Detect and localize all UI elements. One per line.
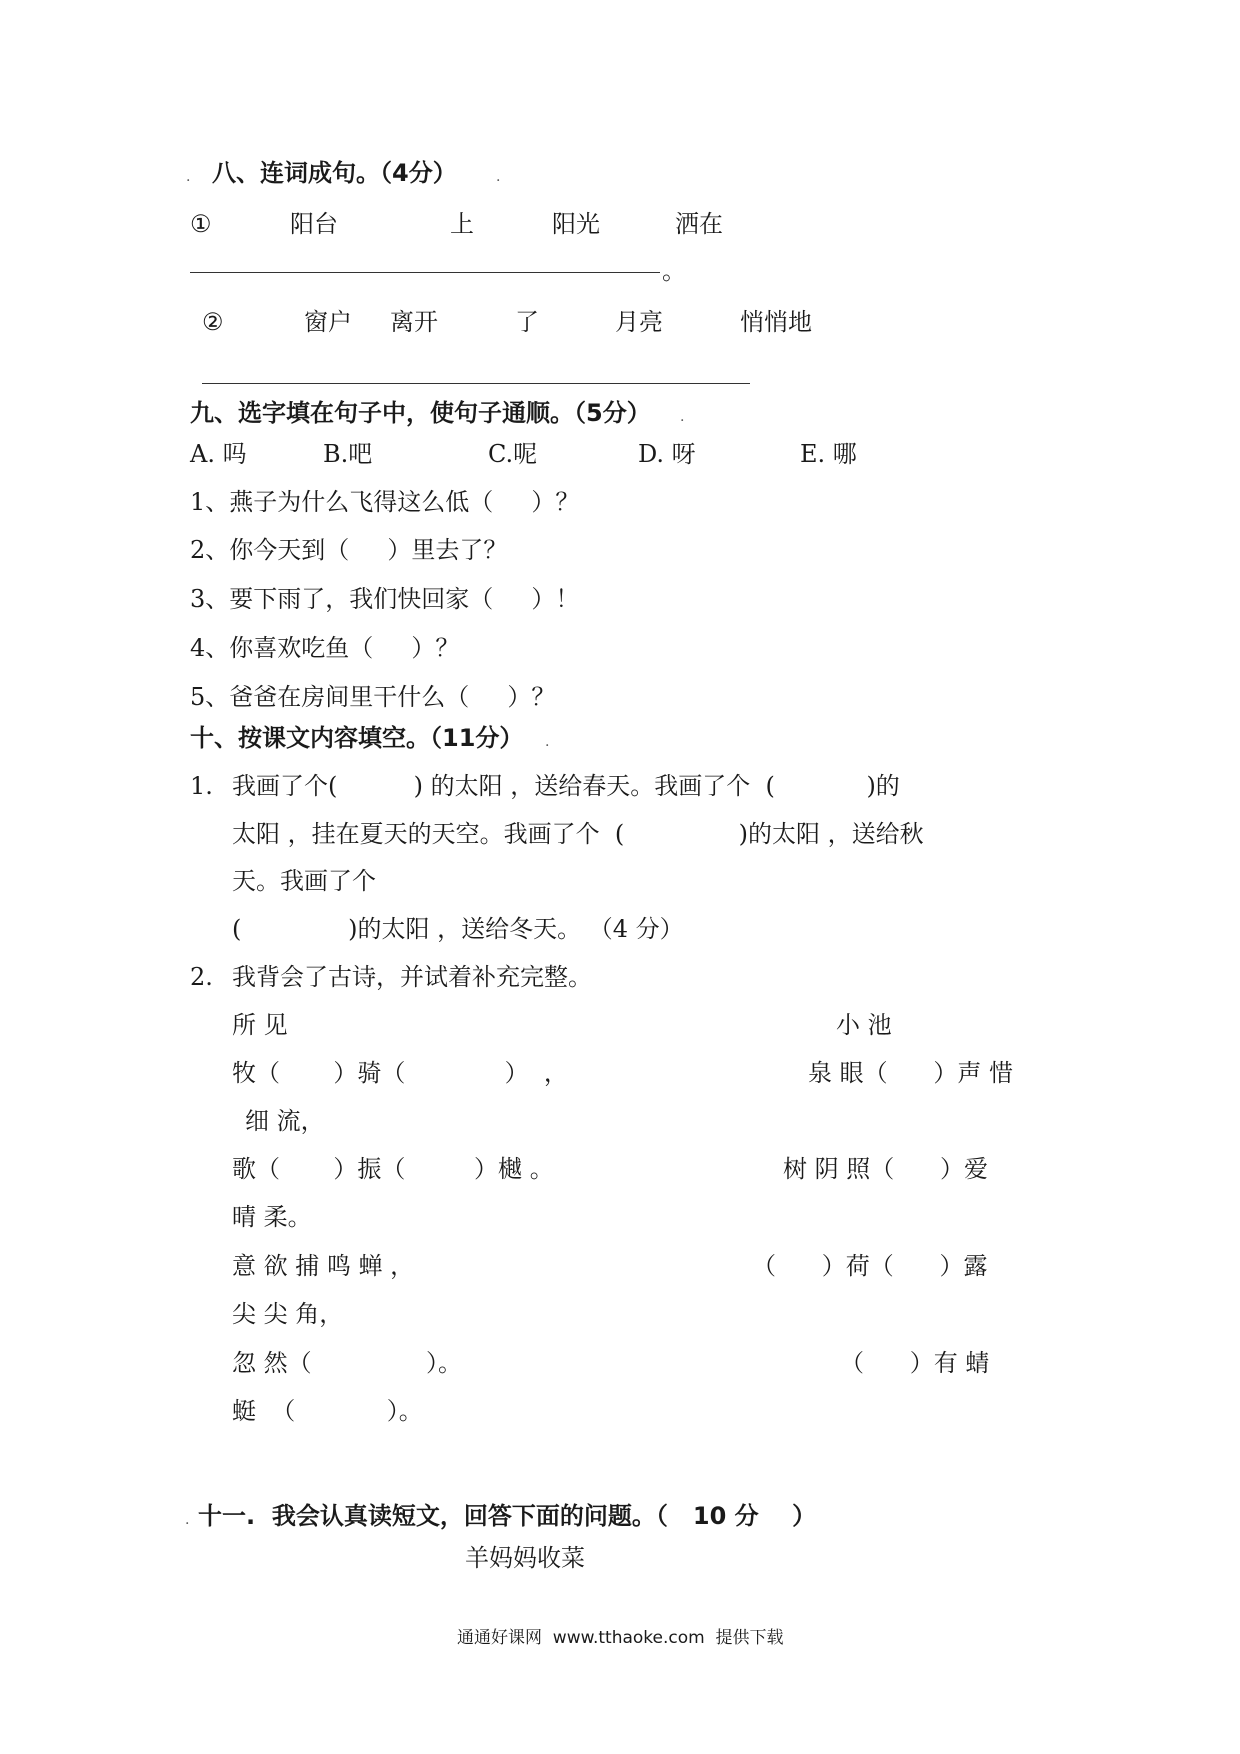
margin-mark: . (496, 169, 501, 185)
s9-item-2[interactable]: 2、你今天到（ ）里去了？ (190, 536, 508, 564)
option-c: C.呢 (488, 440, 538, 468)
s9-item-4[interactable]: 4、你喜欢吃鱼（ ）？ (190, 634, 460, 662)
poem-2-line-3-cont: 尖 尖 角， (232, 1300, 344, 1328)
poem-1-line-3: 意 欲 捕 鸣 蝉 ， (232, 1252, 415, 1280)
option-d: D. 呀 (638, 440, 696, 468)
s10-q1-line3: 天。我画了个 (232, 867, 376, 895)
s8-q1-answer-line[interactable] (190, 272, 660, 273)
poem-2-title: 小 池 (836, 1011, 892, 1039)
s9-item-3[interactable]: 3、要下雨了，我们快回家（ ）！ (190, 585, 580, 613)
section-11-title: 十一. 我会认真读短文，回答下面的问题。（ 10 分 ） (198, 1502, 817, 1530)
option-a: A. 吗 (190, 440, 247, 468)
margin-mark: . (186, 169, 191, 185)
poem-2-line-3[interactable]: （ ）荷（ ）露 (752, 1252, 988, 1280)
s8-q2-answer-line[interactable] (202, 383, 750, 384)
s9-item-5[interactable]: 5、爸爸在房间里干什么（ ）？ (190, 683, 556, 711)
poem-1-title: 所 见 (232, 1011, 288, 1039)
s8-q2-word: 离开 (390, 308, 438, 336)
poem-2-line-2[interactable]: 树 阴 照（ ）爱 (783, 1155, 989, 1183)
poem-1-line-4[interactable]: 忽 然（ ）。 (232, 1349, 463, 1377)
article-title: 羊妈妈收菜 (465, 1544, 585, 1572)
s8-q1-word: 上 (450, 210, 474, 238)
s8-q2-word: 悄悄地 (740, 308, 812, 336)
poem-2-line-1[interactable]: 泉 眼（ ）声 惜 (808, 1059, 1014, 1087)
s8-q1-number: ① (190, 210, 212, 238)
poem-1-line-1[interactable]: 牧（ ）骑（ ） ， (232, 1059, 568, 1087)
margin-mark: . (185, 1512, 190, 1528)
s8-q1-word: 洒在 (675, 210, 723, 238)
section-9-title: 九、选字填在句子中，使句子通顺。（5分） (190, 399, 651, 427)
s10-q1-line4[interactable]: ( )的太阳 ，送给冬天。 （4 分） (232, 915, 684, 943)
s10-q2-intro: 我背会了古诗，并试着补充完整。 (232, 963, 592, 991)
margin-mark: . (680, 409, 685, 425)
s10-q2-number: 2. (190, 963, 213, 991)
poem-2-line-1-cont: 细 流， (245, 1107, 325, 1135)
s10-q1-line1[interactable]: 我画了个( ) 的太阳 ，送给春天。我画了个 ( )的 (232, 772, 900, 800)
s8-q2-number: ② (202, 308, 224, 336)
s8-q1-period: 。 (662, 257, 686, 285)
poem-2-line-2-cont: 晴 柔。 (232, 1203, 312, 1231)
section-8-title: 八、连词成句。（4分） (212, 159, 457, 187)
s8-q2-word: 月亮 (615, 308, 663, 336)
s10-q1-line2[interactable]: 太阳 ，挂在夏天的天空。我画了个 ( )的太阳 ，送给秋 (232, 820, 924, 848)
footer-credit: 通通好课网 www.tthaoke.com 提供下载 (457, 1628, 784, 1648)
s8-q1-word: 阳台 (290, 210, 338, 238)
poem-1-line-2[interactable]: 歌（ ）振（ ）樾 。 (232, 1155, 554, 1183)
margin-mark: . (545, 734, 550, 750)
s8-q2-word: 了 (515, 308, 539, 336)
s10-q1-number: 1. (190, 772, 213, 800)
s8-q2-word: 窗户 (304, 308, 352, 336)
poem-2-line-4[interactable]: （ ）有 蜻 (840, 1349, 990, 1377)
s8-q1-word: 阳光 (552, 210, 600, 238)
poem-2-line-4-cont[interactable]: 蜓 （ ）。 (232, 1397, 423, 1425)
option-b: B.吧 (323, 440, 373, 468)
section-10-title: 十、按课文内容填空。（11分） (190, 724, 524, 752)
option-e: E. 哪 (800, 440, 857, 468)
s9-item-1[interactable]: 1、燕子为什么飞得这么低（ ）？ (190, 488, 580, 516)
